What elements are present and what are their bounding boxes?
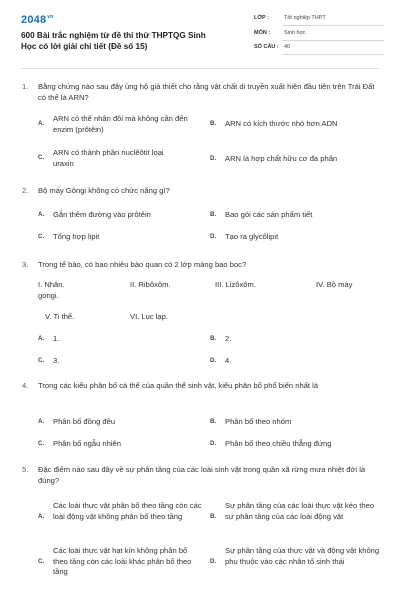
option-text: Phân bố đồng đều xyxy=(53,417,116,426)
meta-count-label: SỐ CÂU : xyxy=(254,44,279,50)
option-text: Sự phân tầng của các loài thực vật kéo theo sự phân tầng của các loài động vật xyxy=(225,501,375,521)
option-letter: D. xyxy=(210,233,217,240)
option-letter: C. xyxy=(38,558,45,565)
option-letter: D. xyxy=(210,155,217,162)
statement-item: III. Lizôxôm. xyxy=(215,280,256,289)
option-text: 4. xyxy=(225,356,232,365)
option-text: Phân bố theo chiều thẳng đứng xyxy=(225,439,332,448)
question-number: 3. xyxy=(22,260,29,269)
question-number: 2. xyxy=(22,186,29,195)
meta-count-row xyxy=(254,44,384,59)
header-divider xyxy=(21,68,379,69)
option-text: 2. xyxy=(225,334,232,343)
option-letter: B. xyxy=(210,211,217,218)
option-text: Các loài thực vật hạt kín không phân bố theo tầng còn các loài khác phân bố theo tầng xyxy=(53,546,192,577)
option-letter: A. xyxy=(38,418,45,425)
option-letter: C. xyxy=(38,154,45,161)
option-letter: A. xyxy=(38,120,45,127)
statement-item: IV. Bộ máy xyxy=(316,280,353,289)
meta-divider xyxy=(282,54,384,55)
option-letter: B. xyxy=(210,418,217,425)
statement-item: VI. Lục lạp. xyxy=(130,312,168,321)
meta-class-value: Tốt nghiệp THPT xyxy=(284,15,326,21)
meta-count-value: 40 xyxy=(284,44,291,50)
option-text: ARN có thành phần nuclêôtit loại uraxin xyxy=(53,148,164,168)
option-text: Gắn thêm đường vào prôtêin xyxy=(53,210,151,219)
question-number: 1. xyxy=(22,82,29,91)
statement-item: gongi. xyxy=(38,291,59,300)
meta-subject-label: MÔN : xyxy=(254,29,271,36)
question-text: Trong các kiểu phân bố cá thể của quần thể sinh vật, kiểu phân bố phổ biến nhất là xyxy=(38,381,319,390)
option-text: Sự phân tầng của thực vật và động vật không phụ thuộc vào các nhân tố sinh thái xyxy=(225,546,380,566)
meta-info xyxy=(254,15,384,59)
option-text: Phân bố theo nhóm xyxy=(225,417,292,426)
option-text: Tổng hợp lipit xyxy=(53,232,100,241)
option-text: Bao gói các sản phẩm tiết xyxy=(225,210,313,219)
meta-divider xyxy=(282,25,384,26)
meta-subject-value: Sinh học xyxy=(284,29,306,36)
meta-class-row xyxy=(254,15,384,30)
option-letter: C. xyxy=(38,440,45,447)
option-text: Tạo ra glycôlipit xyxy=(225,232,279,241)
option-text: ARN có thể nhân đôi mà không cần đến enzim (prôtêin) xyxy=(53,114,188,134)
option-letter: B. xyxy=(210,513,217,520)
document-title: 600 Bài trắc nghiệm từ đề thi thử THPTQG Sinh Học có lời giải chi tiết (Đề số 15) xyxy=(21,31,206,51)
question-text: Trong tế bào, có bao nhiêu bào quan có 2 lớp màng bao bọc? xyxy=(38,260,247,269)
option-text: Phân bố ngẫu nhiên xyxy=(53,439,121,448)
logo-text: 2048 xyxy=(21,14,47,26)
statement-item: I. Nhân. xyxy=(38,280,65,289)
meta-subject-row xyxy=(254,30,384,45)
option-letter: A. xyxy=(38,335,45,342)
statement-item: V. Ti thể. xyxy=(45,312,75,321)
option-letter: C. xyxy=(38,233,45,240)
option-text: ARN là hợp chất hữu cơ đa phân xyxy=(225,154,338,163)
option-text: Các loài thực vật phân bố theo tầng còn các loài động vật không phân bố theo tầng xyxy=(53,501,202,521)
option-letter: A. xyxy=(38,513,45,520)
option-letter: C. xyxy=(38,357,45,364)
question-text: Bộ máy Gôngi không có chức năng gì? xyxy=(38,186,170,195)
option-letter: B. xyxy=(210,120,217,127)
document-header xyxy=(0,0,400,68)
option-letter: D. xyxy=(210,558,217,565)
option-letter: D. xyxy=(210,440,217,447)
question-number: 5. xyxy=(22,465,29,474)
question-number: 4. xyxy=(22,381,29,390)
option-text: 1. xyxy=(53,334,60,343)
meta-class-label: LỚP : xyxy=(254,15,269,21)
option-text: ARN có kích thước nhỏ hơn ADN xyxy=(225,119,338,128)
option-letter: B. xyxy=(210,335,217,342)
question-text: Đặc điểm nào sau đây về sự phân tầng của các loài sinh vật trong quần xã rừng mưa nhiệt đới là đúng? xyxy=(38,465,366,485)
statement-item: II. Ribôxôm. xyxy=(130,280,171,289)
question-text: Bằng chứng nào sau đây ủng hộ giả thiết cho rằng vật chất di truyền xuất hiện đầu tiên trên Trái Đất có thể là ARN? xyxy=(38,82,375,102)
meta-divider xyxy=(282,40,384,41)
site-logo[interactable] xyxy=(21,14,54,26)
option-letter: A. xyxy=(38,211,45,218)
logo-suffix: vn xyxy=(47,14,54,21)
option-letter: D. xyxy=(210,357,217,364)
option-text: 3. xyxy=(53,356,60,365)
